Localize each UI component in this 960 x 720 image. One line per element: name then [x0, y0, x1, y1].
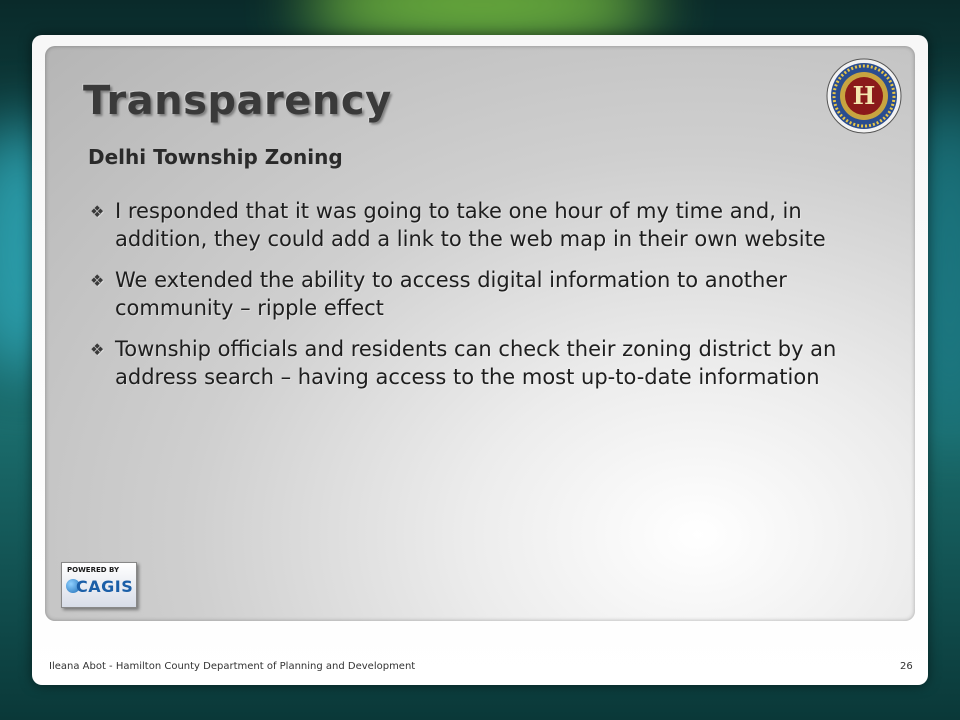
bullet-text: Township officials and residents can check their zoning district by an address search – having access to the most up-to-date information [115, 337, 837, 389]
slide-title: Transparency [83, 78, 392, 124]
bullet-diamond-icon: ❖ [90, 340, 105, 359]
bullet-list [88, 197, 888, 404]
footer-presenter: Ileana Abot - Hamilton County Department of Planning and Development [49, 661, 416, 672]
slide-subtitle: Delhi Township Zoning [88, 145, 343, 169]
bullet-text: I responded that it was going to take one hour of my time and, in addition, they could add a link to the web map in their own website [115, 199, 826, 251]
bullet-text: We extended the ability to access digital information to another community – ripple effect [115, 268, 787, 320]
bullet-item [88, 335, 888, 391]
svg-text:H: H [852, 81, 876, 110]
bullet-diamond-icon: ❖ [90, 271, 105, 290]
cagis-logo [61, 562, 137, 608]
cagis-logo-main-text: CAGIS [76, 577, 134, 596]
cagis-logo-top-text: POWERED BY [67, 566, 120, 574]
county-seal-icon [826, 58, 902, 134]
bullet-item [88, 266, 888, 322]
footer-page-number: 26 [900, 661, 913, 672]
bullet-item [88, 197, 888, 253]
bullet-diamond-icon: ❖ [90, 202, 105, 221]
